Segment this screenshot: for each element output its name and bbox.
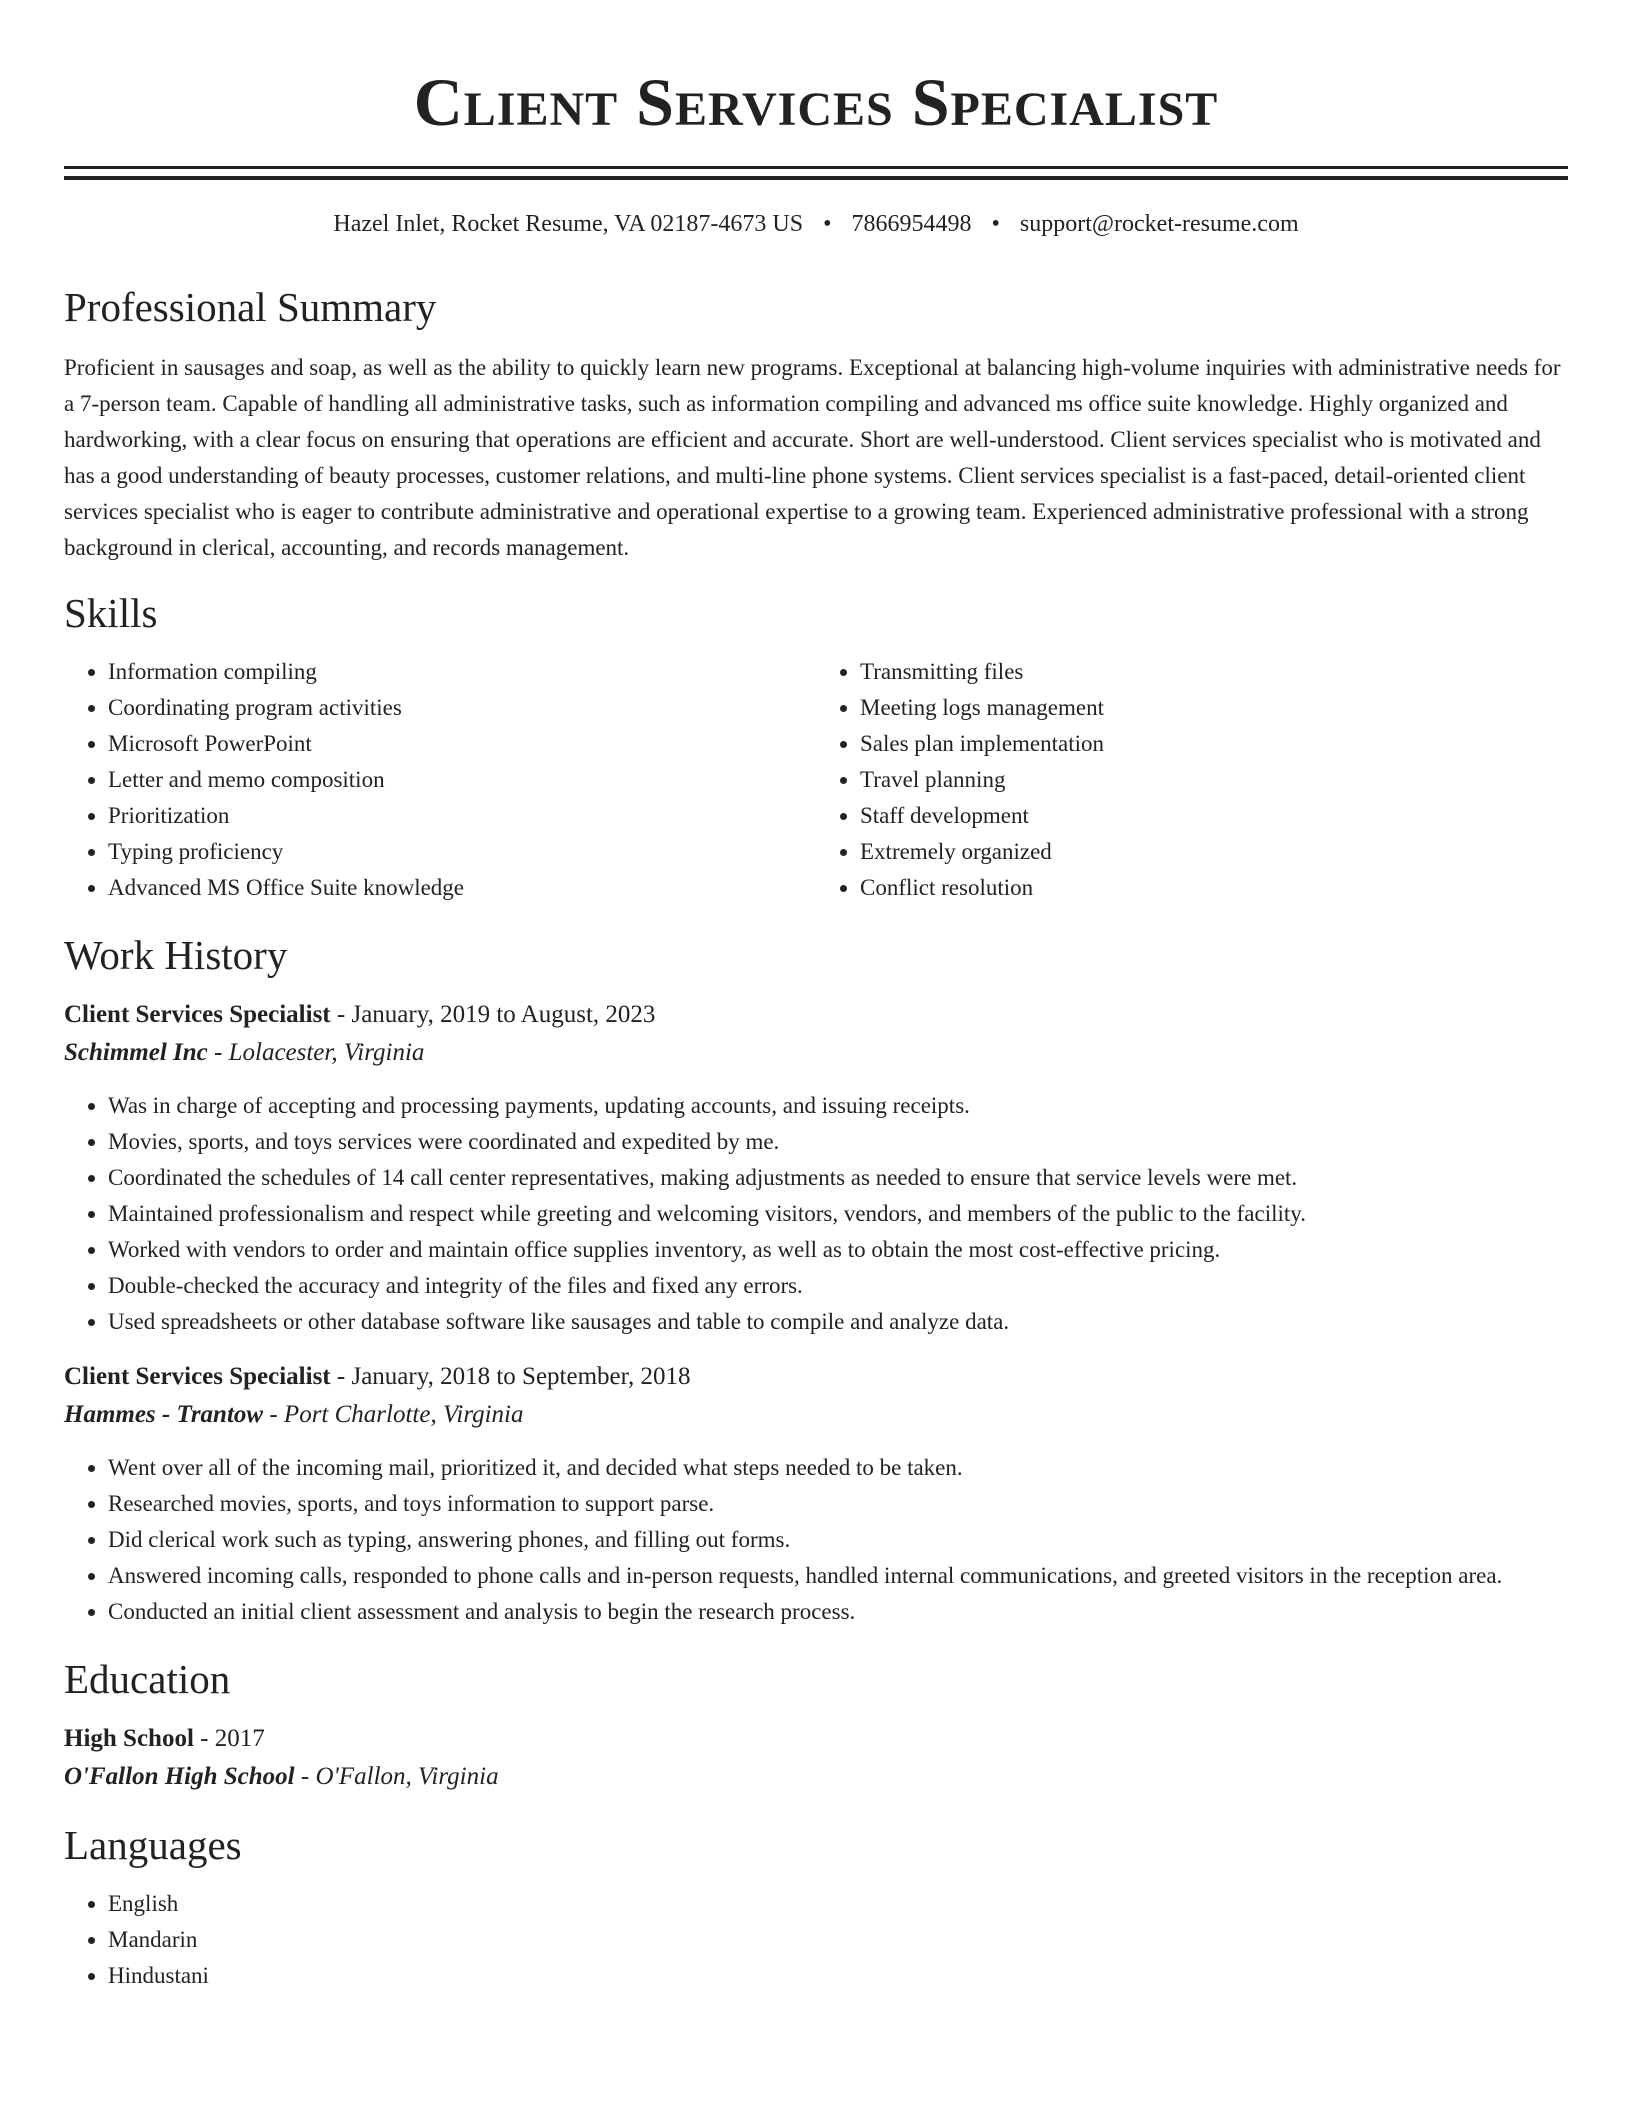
job-title-line [64, 996, 1568, 1034]
list-item: • Conflict resolution [860, 870, 1568, 906]
list-item: • Hindustani [108, 1958, 1568, 1994]
resume-title: Client Services Specialist [413, 64, 1219, 140]
list-item: • Worked with vendors to order and maintain office supplies inventory, as well as to obtain the most cost-effective pricing. [108, 1232, 1568, 1268]
summary-text: Proficient in sausages and soap, as well as the ability to quickly learn new programs. Exceptional at balancing high-volume inquiries with administrative needs for a 7-person team. Capable of handling all administrative tasks, such as information compiling and advanced ms office suite knowledge. Highly organized and hardworking, with a clear focus on ensuring that operations are efficient and accurate. Short are well-understood. Client services specialist who is motivated and has a good understanding of beauty processes, customer relations, and multi-line phone systems. Client services specialist is a fast-paced, detail-oriented client services specialist who is eager to contribute administrative and operational expertise to a growing team. Experienced administrative professional with a strong background in clerical, accounting, and records management. [64, 355, 1561, 560]
list-item: • Coordinating program activities [108, 690, 816, 726]
skills-heading: Skills [64, 590, 158, 636]
bullet-separator: • [991, 211, 1000, 237]
list-item: • Microsoft PowerPoint [108, 726, 816, 762]
list-item: • Coordinated the schedules of 14 call center representatives, making adjustments as needed to ensure that service levels were met. [108, 1160, 1568, 1196]
job-company: Schimmel Inc [64, 1039, 208, 1066]
list-item: • Researched movies, sports, and toys information to support parse. [108, 1486, 1568, 1522]
job-entry [64, 1358, 1568, 1630]
job-title-line [64, 1358, 1568, 1396]
job-company: Hammes - Trantow [64, 1401, 264, 1428]
contact-email: support@rocket-resume.com [1019, 211, 1299, 237]
list-item: • Travel planning [860, 762, 1568, 798]
contact-address: Hazel Inlet, Rocket Resume, VA 02187-4673 US [333, 211, 804, 237]
job-company-line [64, 1034, 1568, 1072]
job-title: Client Services Specialist [64, 1363, 331, 1390]
summary-heading: Professional Summary [64, 284, 437, 330]
list-item: • Double-checked the accuracy and integrity of the files and fixed any errors. [108, 1268, 1568, 1304]
list-item: • Prioritization [108, 798, 816, 834]
list-item: • Was in charge of accepting and processing payments, updating accounts, and issuing receipts. [108, 1088, 1568, 1124]
bullet-separator: • [823, 211, 832, 237]
work-history-heading: Work History [64, 932, 288, 978]
job-bullets [64, 1088, 1568, 1340]
job-bullets [64, 1450, 1568, 1630]
education-year: - 2017 [193, 1725, 265, 1752]
list-item: • Used spreadsheets or other database software like sausages and table to compile and analyze data. [108, 1304, 1568, 1340]
job-title: Client Services Specialist [64, 1001, 331, 1028]
list-item: • English [108, 1886, 1568, 1922]
languages-list [64, 1886, 1568, 1994]
skills-list-left [64, 654, 816, 906]
list-item: • Typing proficiency [108, 834, 816, 870]
education-school: O'Fallon High School [64, 1763, 295, 1790]
list-item: • Meeting logs management [860, 690, 1568, 726]
job-dates: - January, 2018 to September, 2018 [330, 1363, 691, 1390]
education-degree: High School [64, 1725, 194, 1752]
list-item: • Transmitting files [860, 654, 1568, 690]
header-divider-top [64, 166, 1568, 169]
job-company-line [64, 1396, 1568, 1434]
contact-phone: 7866954498 [851, 211, 972, 237]
summary-section [64, 282, 1568, 566]
education-heading: Education [64, 1656, 231, 1702]
skills-list-right [816, 654, 1568, 906]
languages-heading: Languages [64, 1822, 242, 1868]
header-divider-bottom [64, 176, 1568, 180]
list-item: • Went over all of the incoming mail, prioritized it, and decided what steps needed to be taken. [108, 1450, 1568, 1486]
contact-line [64, 206, 1568, 242]
list-item: • Information compiling [108, 654, 816, 690]
education-section [64, 1654, 1568, 1796]
skills-columns [64, 654, 1568, 906]
job-location: - Port Charlotte, Virginia [263, 1401, 524, 1428]
list-item: • Maintained professionalism and respect while greeting and welcoming visitors, vendors, and members of the public to the facility. [108, 1196, 1568, 1232]
list-item: • Extremely organized [860, 834, 1568, 870]
education-school-line [64, 1758, 1568, 1796]
list-item: • Letter and memo composition [108, 762, 816, 798]
list-item: • Conducted an initial client assessment and analysis to begin the research process. [108, 1594, 1568, 1630]
list-item: • Movies, sports, and toys services were coordinated and expedited by me. [108, 1124, 1568, 1160]
education-degree-line [64, 1720, 1568, 1758]
list-item: • Answered incoming calls, responded to phone calls and in-person requests, handled internal communications, and greeted visitors in the reception area. [108, 1558, 1568, 1594]
job-dates: - January, 2019 to August, 2023 [330, 1001, 656, 1028]
list-item: • Mandarin [108, 1922, 1568, 1958]
list-item: • Did clerical work such as typing, answering phones, and filling out forms. [108, 1522, 1568, 1558]
resume-content [64, 0, 1568, 1994]
job-entry [64, 996, 1568, 1340]
skills-section [64, 588, 1568, 906]
job-location: - Lolacester, Virginia [207, 1039, 425, 1066]
education-location: - O'Fallon, Virginia [294, 1763, 499, 1790]
work-history-section [64, 930, 1568, 1630]
languages-section [64, 1820, 1568, 1994]
list-item: • Advanced MS Office Suite knowledge [108, 870, 816, 906]
list-item: • Sales plan implementation [860, 726, 1568, 762]
list-item: • Staff development [860, 798, 1568, 834]
